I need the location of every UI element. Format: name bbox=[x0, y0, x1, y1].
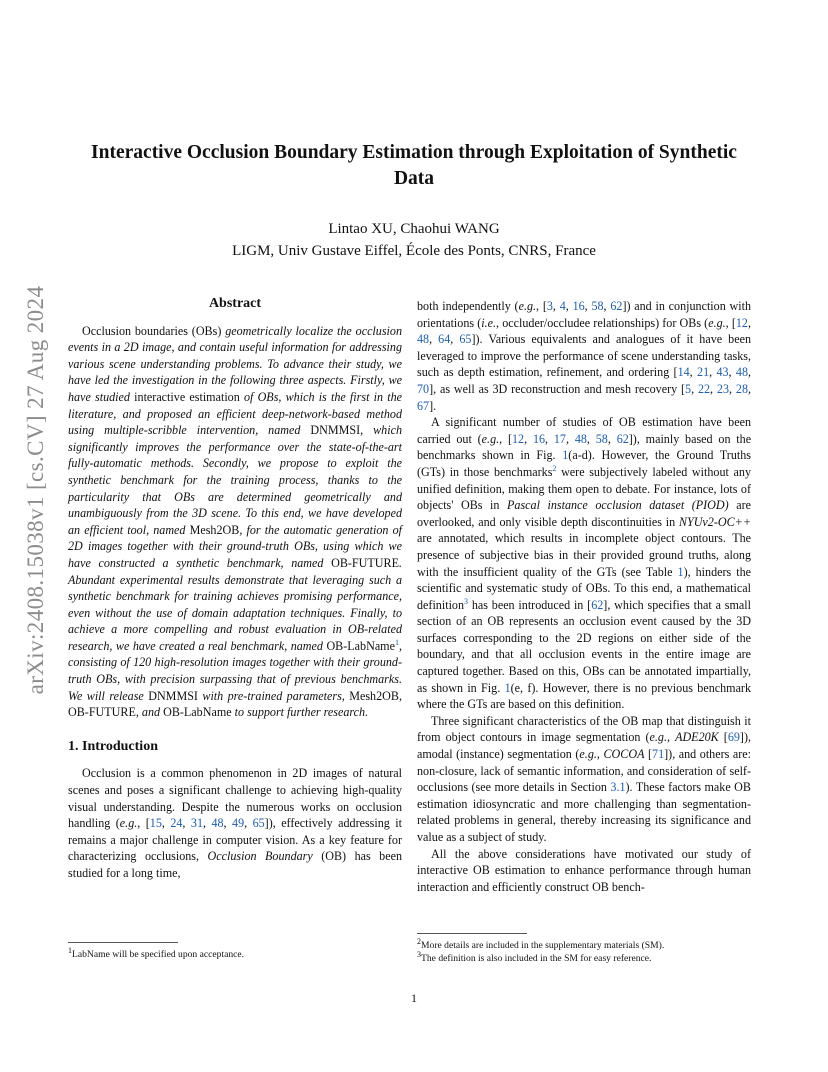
footnote-3 bbox=[417, 949, 751, 965]
text-segment: , bbox=[565, 431, 575, 446]
footnote-mark: 3 bbox=[417, 949, 421, 959]
abstract-segment: geometrically localize the occlusion events in a 2D image, and contain useful information for addressing various scene understanding problems. To advance their study, we have led the investigation in the following three aspects. Firstly, we have studied bbox=[68, 323, 402, 404]
text-segment: A significant number of studies of OB estimation have been carried out ( bbox=[417, 415, 751, 446]
citation-link[interactable]: 23 bbox=[716, 381, 730, 396]
text-segment: ]). Various equivalents and analogues of it have been leveraged to improve the performance of scene understanding tasks, such as depth estimation, refinement, and ordering [ bbox=[417, 332, 751, 380]
body-paragraph bbox=[417, 298, 751, 414]
abstract-segment: , for the automatic generation of 2D images together with their ground-truth OBs, using which we have constructed a synthetic benchmark, named bbox=[68, 522, 402, 570]
text-segment: [ bbox=[718, 730, 728, 745]
footnote-link[interactable]: 1 bbox=[394, 637, 399, 647]
page-number: 1 bbox=[411, 991, 417, 1005]
citation-link[interactable]: 16 bbox=[532, 431, 546, 446]
method-name: DNMMSI bbox=[310, 423, 361, 438]
citation-link[interactable]: 67 bbox=[417, 398, 430, 413]
text-segment: , bbox=[202, 816, 212, 831]
citation-link[interactable]: 58 bbox=[591, 299, 604, 313]
text-segment: , bbox=[244, 816, 253, 831]
text-segment: [ bbox=[644, 747, 653, 762]
footnote-link[interactable]: 3 bbox=[464, 596, 469, 606]
citation-link[interactable]: 31 bbox=[190, 816, 203, 831]
citation-link[interactable]: 12 bbox=[512, 431, 525, 446]
text-segment: , bbox=[429, 332, 439, 347]
text-segment: i.e. bbox=[481, 315, 497, 330]
author-names: Lintao XU, Chaohui WANG bbox=[328, 221, 500, 237]
abstract-segment: , consisting of 120 high-resolution images together with their ground-truth OBs, with precision surpassing that of previous benchmarks. We will release bbox=[68, 638, 402, 703]
introduction-heading: 1. Introduction bbox=[68, 738, 158, 754]
text-segment: e.g. bbox=[518, 299, 537, 313]
text-segment: , bbox=[689, 365, 698, 380]
introduction-paragraph bbox=[68, 765, 402, 881]
text-segment: , bbox=[747, 381, 752, 396]
text-segment: (OB) has been studied for a long time, bbox=[68, 849, 402, 880]
citation-link[interactable]: 5 bbox=[685, 381, 692, 396]
citation-link[interactable]: 48 bbox=[417, 332, 430, 347]
abstract-segment: , bbox=[398, 688, 402, 703]
abstract-segment: of OBs, which is the first in the literature, and proposed an efficient deep-network-based method using multiple-scribble intervention, named bbox=[68, 389, 402, 438]
abstract-segment: interactive estimation bbox=[134, 389, 244, 404]
text-segment: , bbox=[747, 315, 751, 330]
tool-name: Mesh2OB bbox=[349, 688, 399, 703]
citation-link[interactable]: 64 bbox=[438, 332, 451, 347]
footnote-1 bbox=[68, 945, 402, 961]
citation-link[interactable]: 21 bbox=[697, 365, 710, 380]
text-segment: , bbox=[728, 365, 736, 380]
text-segment: (a-d). However, the Ground Truths (GTs) in those benchmarks bbox=[417, 448, 751, 479]
citation-link[interactable]: 69 bbox=[727, 730, 740, 745]
text-segment: , [ bbox=[536, 299, 547, 313]
citation-link[interactable]: 48 bbox=[735, 365, 748, 380]
citation-link[interactable]: 16 bbox=[572, 299, 585, 313]
text-segment: both independently ( bbox=[417, 299, 519, 313]
text-segment: , bbox=[729, 381, 736, 396]
text-segment: ]), amodal (instance) segmentation ( bbox=[417, 730, 751, 762]
citation-link[interactable]: 71 bbox=[652, 747, 665, 762]
text-segment: COCOA bbox=[603, 747, 645, 762]
citation-link[interactable]: 58 bbox=[595, 431, 608, 446]
text-segment: , bbox=[691, 381, 698, 396]
text-segment: ], as well as 3D reconstruction and mesh recovery [ bbox=[429, 381, 686, 396]
citation-link[interactable]: 62 bbox=[591, 597, 604, 612]
text-segment: , bbox=[596, 747, 604, 762]
citation-link[interactable]: 17 bbox=[553, 431, 566, 446]
text-segment: Occlusion Boundary bbox=[207, 849, 313, 864]
abstract-segment: Occlusion boundaries (OBs) bbox=[82, 323, 226, 338]
abstract-segment: . Abundant experimental results demonstrate that leveraging such a synthetic benchmark for training achieves promising performance, even without the use of domain adaptation techniques. Finally, to achieve a more compelling and robust evaluation in OB-related research, we have created a real benchmark, named bbox=[68, 555, 402, 653]
text-segment: , [ bbox=[725, 315, 736, 330]
footnote-text: The definition is also included in the SM for easy reference. bbox=[421, 953, 652, 964]
method-name: DNMMSI bbox=[148, 688, 198, 703]
text-segment: , bbox=[586, 431, 596, 446]
footnote-area-left bbox=[68, 942, 402, 961]
text-segment: ]. bbox=[429, 398, 437, 413]
footnote-mark: 2 bbox=[417, 936, 421, 946]
abstract-segment: with pre-trained parameters, bbox=[197, 688, 350, 703]
left-column bbox=[68, 296, 402, 882]
citation-link[interactable]: 22 bbox=[697, 381, 711, 396]
text-segment: are annotated, which results in incomplete object contours. The presence of subjective bias in their provided ground truths, along with the insufficient quality of the GTs (see Table bbox=[417, 531, 751, 579]
abstract-segment: , which significantly improves the performance over the state-of-the-art fully-automatic methods. Secondly, we propose to exploit the synthetic benchmark for the training process, thanks to the particularity that OBs are determined geometrically and unambiguously from the 3D scene. To this end, we have developed an efficient tool, named bbox=[68, 423, 402, 537]
citation-link[interactable]: 24 bbox=[170, 816, 183, 831]
benchmark-name: OB-FUTURE bbox=[331, 555, 399, 570]
citation-link[interactable]: 12 bbox=[735, 315, 748, 330]
text-segment: , bbox=[223, 816, 233, 831]
text-segment: are overlooked, and only visible depth discontinuities in bbox=[417, 498, 751, 529]
paper-title: Interactive Occlusion Boundary Estimation through Exploitation of Synthetic Data bbox=[91, 142, 737, 189]
text-segment: ]) and in conjunction with orientations ( bbox=[417, 299, 752, 330]
section-link[interactable]: 3.1 bbox=[610, 780, 626, 795]
footnote-mark: 1 bbox=[68, 945, 72, 955]
text-segment: NYUv2-OC++ bbox=[678, 514, 751, 529]
citation-link[interactable]: 70 bbox=[417, 381, 430, 396]
abstract-text bbox=[68, 323, 402, 721]
text-segment: , bbox=[524, 431, 533, 446]
citation-link[interactable]: 43 bbox=[716, 365, 729, 380]
right-column bbox=[417, 298, 751, 895]
text-segment: ], which specifies that a small section of an OB represents an occlusion event caused by the 3D surfaces corresponding to the 2D regions on either side of the boundary, and that all occlusion events in the entire image are captured together. Based on this, OBs can be annotated impartially, as shown in Fig. bbox=[417, 597, 751, 695]
text-segment: e.g. bbox=[119, 816, 138, 831]
text-segment: has been introduced in [ bbox=[468, 597, 592, 612]
citation-link[interactable]: 49 bbox=[232, 816, 245, 831]
text-segment: , bbox=[603, 299, 611, 313]
abstract-segment: to support further research. bbox=[231, 705, 369, 720]
text-segment: , bbox=[450, 332, 460, 347]
author-affiliation: LIGM, Univ Gustave Eiffel, École des Ponts, CNRS, France bbox=[232, 243, 596, 259]
author-block bbox=[70, 218, 758, 262]
citation-link[interactable]: 14 bbox=[677, 365, 690, 380]
text-segment: Occlusion is a common phenomenon in 2D images of natural scenes and poses a significant challenge to achieving high-quality visual understanding. Despite the numerous works on occlusion handling ( bbox=[68, 766, 402, 831]
footnote-text: More details are included in the supplementary materials (SM). bbox=[421, 940, 665, 951]
text-segment: , bbox=[182, 816, 191, 831]
citation-link[interactable]: 62 bbox=[616, 431, 629, 446]
text-segment: , bbox=[584, 299, 592, 313]
text-segment: e.g. bbox=[708, 315, 726, 330]
body-paragraph bbox=[417, 414, 751, 713]
text-segment: e.g. bbox=[481, 431, 500, 446]
tool-name: Mesh2OB bbox=[189, 522, 240, 537]
footnote-2 bbox=[417, 936, 751, 952]
citation-link[interactable]: 3 bbox=[546, 299, 553, 313]
benchmark-name: OB-LabName bbox=[163, 705, 232, 720]
text-segment: , bbox=[161, 816, 171, 831]
text-segment: , bbox=[545, 431, 554, 446]
body-paragraph: All the above considerations have motivated our study of interactive OB estimation to enhance performance through human interaction and efficiently construct OB bench- bbox=[417, 846, 751, 894]
text-segment: , [ bbox=[499, 431, 512, 446]
text-segment: ]), mainly based on the benchmarks shown in Fig. bbox=[417, 431, 752, 463]
footnote-area-right bbox=[417, 933, 751, 965]
footnote-text: LabName will be specified upon acceptance. bbox=[72, 949, 245, 960]
figure-link[interactable]: 1 bbox=[562, 448, 569, 463]
citation-link[interactable]: 48 bbox=[211, 816, 224, 831]
text-segment: , bbox=[565, 299, 573, 313]
text-segment: were subjectively labeled without any unified definition, making them open to debate. For instance, lots of objects' OBs in bbox=[417, 464, 751, 513]
body-paragraph bbox=[417, 713, 751, 846]
text-segment: e.g. bbox=[579, 747, 597, 762]
citation-link[interactable]: 15 bbox=[149, 816, 162, 831]
text-segment: ]), effectively addressing it remains a major challenge in computer vision. As a key feature for characterizing occlusions, bbox=[68, 816, 403, 864]
text-segment: , bbox=[552, 299, 560, 313]
figure-link[interactable]: 1 bbox=[504, 680, 511, 695]
benchmark-name: OB-LabName bbox=[326, 638, 395, 653]
text-segment: , bbox=[747, 365, 752, 380]
footnote-divider bbox=[417, 933, 527, 934]
text-segment: ]), and others are: non-closure, lack of semantic information, and consideration of self-occlusions (see more details in Section bbox=[417, 747, 751, 795]
text-segment: Three significant characteristics of the OB map that distinguish it from object contours in image segmentation ( bbox=[417, 713, 751, 745]
table-link[interactable]: 1 bbox=[677, 564, 684, 579]
citation-link[interactable]: 65 bbox=[252, 816, 265, 831]
text-segment: ), hinders the scientific and systematic study of OBs. To this end, a mathematical definition bbox=[417, 564, 751, 612]
text-segment: e.g. bbox=[649, 730, 667, 745]
text-segment: , bbox=[710, 381, 717, 396]
text-segment: , bbox=[607, 431, 617, 446]
text-segment: , bbox=[709, 365, 717, 380]
citation-link[interactable]: 28 bbox=[735, 381, 748, 396]
citation-link[interactable]: 4 bbox=[559, 299, 566, 313]
text-segment: , [ bbox=[137, 816, 150, 831]
footnote-divider bbox=[68, 942, 178, 943]
text-segment: Pascal instance occlusion dataset (PIOD) bbox=[507, 498, 729, 513]
text-segment: ). These factors make OB estimation idiosyncratic and more challenging than segmentation-related problems in general, thereby increasing its significance and value as a subject of study. bbox=[417, 780, 751, 844]
abstract-segment: , and bbox=[135, 705, 164, 720]
abstract-heading: Abstract bbox=[208, 296, 262, 311]
citation-link[interactable]: 65 bbox=[459, 332, 472, 347]
footnote-link[interactable]: 2 bbox=[552, 463, 557, 473]
citation-link[interactable]: 62 bbox=[610, 299, 623, 313]
text-segment: , occluder/occludee relationships) for OBs ( bbox=[496, 315, 709, 330]
text-segment: , bbox=[666, 730, 676, 745]
citation-link[interactable]: 48 bbox=[574, 431, 587, 446]
text-segment: ADE20K bbox=[675, 730, 719, 745]
text-segment: (e, f). However, there is no previous benchmark where the GTs are based on this definition. bbox=[417, 680, 752, 712]
arxiv-identifier: arXiv:2408.15038v1 [cs.CV] 27 Aug 2024 bbox=[23, 285, 48, 695]
benchmark-name: OB-FUTURE bbox=[68, 705, 136, 720]
